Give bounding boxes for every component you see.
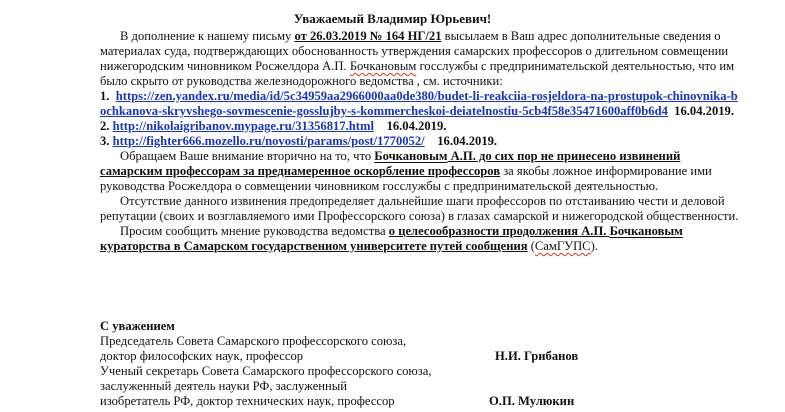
source-item-1 — [100, 89, 740, 119]
letter-body — [100, 29, 740, 254]
signer2-name: О.П. Мулюкин — [489, 394, 575, 408]
request-text-a: Просим сообщить мнение руководства ведомства — [120, 224, 389, 238]
source-number: 2. — [100, 119, 110, 133]
signer1-title-line1: Председатель Совета Самарского профессорского союза, — [100, 334, 407, 348]
signer2-title-line3: изобретатель РФ, доктор технических наук, профессор — [100, 394, 395, 408]
apology-text-c: за якобы ложное информирование ими руководства Росжелдора о совмещении чиновником госслужбы с предпринимательской деятельностью. — [100, 164, 712, 193]
paragraph-intro — [100, 29, 740, 89]
source-link-1[interactable]: https://zen.yandex.ru/media/id/5c34959aa2966000aa0de380/budet-li-reakciia-rosjeldora-na-prostupok-chinovnika-bochkanova-skryvshego-sovmescenie-gosslujby-s-kommercheskoi-deiatelnostiu-5cb4f58e35471600aff0b6d4 — [100, 89, 738, 118]
source-link-3[interactable]: http://fighter666.mozello.ru/novosti/params/post/1770052/ — [112, 134, 425, 148]
apology-bold-text: А.П. до сих пор не принесено извинений самарским профессорам за преднамеренное оскорбление профессоров — [100, 149, 681, 178]
request-paren-open: ( — [527, 239, 535, 253]
surname-bochkanov: Бочкановым — [349, 59, 417, 73]
request-paren-close: ). — [590, 239, 598, 253]
paragraph-apology — [100, 149, 740, 194]
source-date: 16.04.2019. — [437, 134, 498, 148]
paragraph-reputation: Отсутствие данного извинения предопределяет дальнейшие шаги профессоров по отстаиванию чести и деловой репутации (своих и возглавляемого ими Профессорского союза) в глазах самарской и нижегородской общественности. — [100, 194, 739, 223]
intro-text-b: высылаем в Ваш адрес дополнительные сведения о материалах суда, подтверждающих обоснованность утверждения самарских профессоров о длительном совмещении нижегородским чиновником Росжелдора А.П. — [100, 29, 729, 73]
source-number: 3. — [100, 134, 110, 148]
source-date: 16.04.2019. — [674, 104, 734, 118]
signature-block — [100, 319, 700, 409]
request-abbreviation: СамГУПС — [534, 239, 591, 253]
source-number: 1. — [100, 89, 110, 103]
source-item-2 — [100, 119, 740, 134]
intro-text-a: В дополнение к нашему письму — [120, 29, 295, 43]
signer1-name: Н.И. Грибанов — [495, 349, 579, 363]
source-link-2[interactable]: http://nikolaigribanov.mypage.ru/31356817.html — [112, 119, 374, 133]
signer2-title-line2: заслуженный деятель науки РФ, заслуженный — [100, 379, 347, 393]
intro-text-c: госслужбы с предпринимательской деятельностью, что им было скрыто от руководства железнодорожного ведомства , см. источники: — [100, 59, 735, 88]
apology-bold-surname: Бочкановым — [374, 149, 448, 163]
request-bold-b: кураторства в Самарском государственном университете путей сообщения — [100, 239, 528, 253]
request-bold-a: о целесообразности продолжения А.П. — [388, 224, 610, 238]
paragraph-request — [100, 224, 740, 254]
apology-text-a: Обращаем Ваше внимание вторично на то, что — [120, 149, 375, 163]
source-item-3 — [100, 134, 740, 149]
closing-regards: С уважением — [100, 319, 175, 333]
signer1-title-line2: доктор философских наук, профессор — [100, 349, 304, 363]
signer2-title-line1: Ученый секретарь Совета Самарского профессорского союза, — [100, 364, 432, 378]
request-bold-surname: Бочкановым — [609, 224, 683, 238]
letter-reference: от 26.03.2019 № 164 НГ/21 — [294, 29, 442, 43]
greeting: Уважаемый Владимир Юрьевич! — [293, 11, 492, 26]
source-date: 16.04.2019. — [386, 119, 447, 133]
